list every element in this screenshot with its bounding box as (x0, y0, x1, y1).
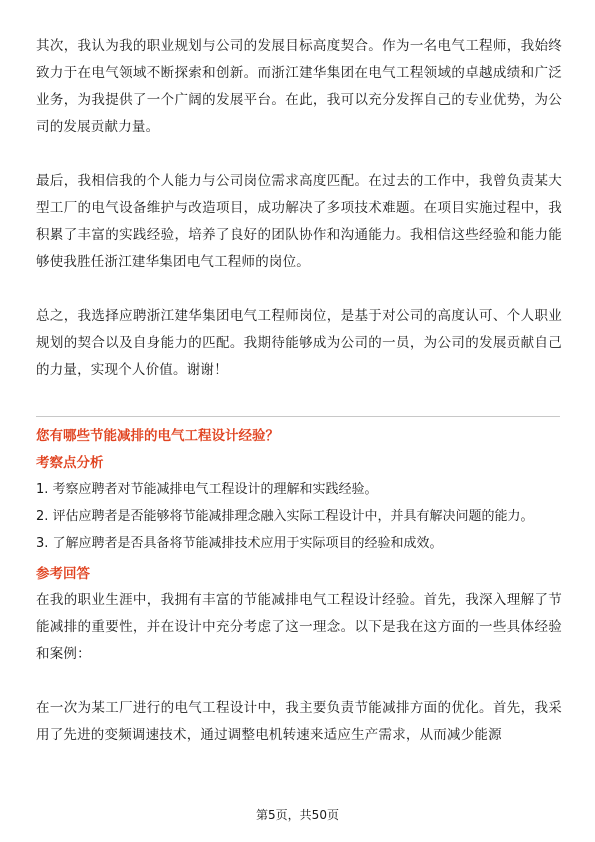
analysis-item: 2. 评估应聘者是否能够将节能减排理念融入实际工程设计中，并具有解决问题的能力。 (36, 509, 534, 524)
answer-paragraph: 在我的职业生涯中，我拥有丰富的节能减排电气工程设计经验。首先，我深入理解了节能减排的重要性，并在设计中充分考虑了这一理念。以下是我在这方面的一些具体经验和案例： (36, 592, 562, 662)
document-body (36, 33, 562, 384)
question-section (36, 422, 562, 749)
answer-paragraph: 在一次为某工厂进行的电气工程设计中，我主要负责节能减排方面的优化。首先，我采用了先进的变频调速技术，通过调整电机转速来适应生产需求，从而减少能源 (36, 700, 562, 743)
page-number: 第5页，共50页 (256, 808, 339, 822)
question-title: 您有哪些节能减排的电气工程设计经验？ (36, 428, 279, 444)
paragraph-career-planning: 其次，我认为我的职业规划与公司的发展目标高度契合。作为一名电气工程师，我始终致力于在电气领域不断探索和创新。而浙江建华集团在电气工程领域的卓越成绩和广泛业务，为我提供了一个广阔的发展平台。在此，我可以充分发挥自己的专业优势，为公司的发展贡献力量。 (36, 38, 562, 135)
paragraph-personal-ability: 最后，我相信我的个人能力与公司岗位需求高度匹配。在过去的工作中，我曾负责某大型工厂的电气设备维护与改造项目，成功解决了多项技术难题。在项目实施过程中，我积累了丰富的实践经验，培养了良好的团队协作和沟通能力。我相信这些经验和能力能够使我胜任浙江建华集团电气工程师的岗位。 (36, 173, 562, 270)
section-divider (36, 416, 560, 417)
analysis-item: 3. 了解应聘者是否具备将节能减排技术应用于实际项目的经验和成效。 (36, 536, 443, 551)
analysis-item: 1. 考察应聘者对节能减排电气工程设计的理解和实践经验。 (36, 482, 378, 497)
paragraph-conclusion: 总之，我选择应聘浙江建华集团电气工程师岗位，是基于对公司的高度认可、个人职业规划的契合以及自身能力的匹配。我期待能够成为公司的一员，为公司的发展贡献自己的力量，实现个人价值。谢谢！ (36, 308, 562, 378)
analysis-heading: 考察点分析 (36, 455, 104, 471)
answer-heading: 参考回答 (36, 566, 90, 582)
